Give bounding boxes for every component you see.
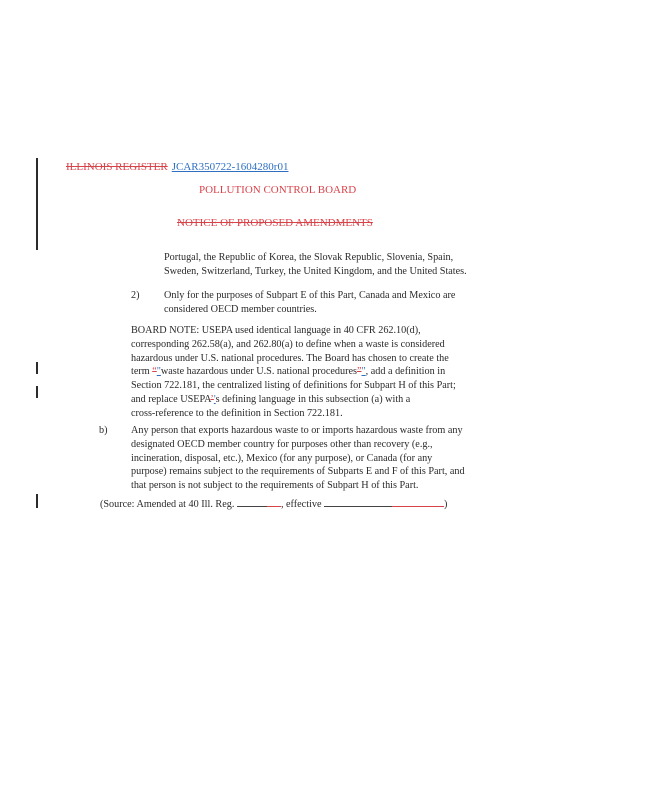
inserted-quote: " xyxy=(156,366,161,378)
text-line: Section 722.181, the centralized listing of definitions for Subpart H of this Part; xyxy=(131,380,456,392)
text-line: designated OECD member country for purposes other than recovery (e.g., xyxy=(131,438,433,450)
board-title: POLLUTION CONTROL BOARD xyxy=(199,184,357,196)
inserted-apostrophe: ' xyxy=(213,393,216,405)
text-line: Only for the purposes of Subpart E of this Part, Canada and Mexico are xyxy=(164,290,456,301)
text-line xyxy=(131,365,456,379)
source-line xyxy=(100,497,447,512)
change-bar xyxy=(36,386,38,398)
deleted-apostrophe: ’ xyxy=(210,393,214,405)
text-segment: s defining language in this subsection (a) with a xyxy=(215,393,411,405)
inserted-quote: " xyxy=(361,366,366,378)
text-segment: , add a definition in xyxy=(365,366,446,378)
text-line: cross-reference to the definition in Section 722.181. xyxy=(131,407,343,419)
text-segment: and replace USEPA xyxy=(131,393,211,405)
text-line: purpose) remains subject to the requirements of Subparts E and F of this Part, and xyxy=(131,466,465,478)
deleted-quote: ” xyxy=(356,366,362,378)
continuation-paragraph xyxy=(164,251,467,279)
text-line: BOARD NOTE: USEPA used identical language in 40 CFR 262.10(d), xyxy=(131,325,421,336)
item-2-paragraph xyxy=(164,289,455,317)
effective-date-blank xyxy=(324,497,392,507)
text-line: corresponding 262.58(a), and 262.80(a) to define when a waste is considered xyxy=(131,338,445,350)
text-line: Any person that exports hazardous waste to or imports hazardous waste from any xyxy=(131,425,463,436)
text-line: Sweden, Switzerland, Turkey, the United Kingdom, and the United States. xyxy=(164,265,467,277)
register-page-blank xyxy=(237,497,267,507)
register-page-blank-inserted xyxy=(267,497,281,507)
text-line xyxy=(131,393,456,407)
source-prefix: (Source: Amended at 40 Ill. Reg. xyxy=(100,499,237,510)
item-2-number: 2) xyxy=(131,290,140,301)
register-header xyxy=(66,160,288,174)
change-bar xyxy=(36,494,38,508)
effective-date-blank-inserted xyxy=(392,497,444,507)
change-bar xyxy=(36,362,38,374)
text-line: incineration, disposal, etc.), Mexico (for any purpose), or Canada (for any xyxy=(131,452,433,464)
register-deleted-text: ILLINOIS REGISTER xyxy=(66,161,168,173)
text-line: Portugal, the Republic of Korea, the Slovak Republic, Slovenia, Spain, xyxy=(164,252,454,263)
text-line: that person is not subject to the requirements of Subpart H of this Part. xyxy=(131,480,419,492)
item-b-paragraph xyxy=(131,424,465,493)
item-b-label: b) xyxy=(99,425,108,436)
text-segment: waste hazardous under U.S. national procedures xyxy=(160,366,357,378)
source-suffix: ) xyxy=(444,499,448,510)
source-middle: , effective xyxy=(280,499,325,510)
register-inserted-text: JCAR350722-1604280r01 xyxy=(171,161,289,173)
deleted-quote: “ xyxy=(152,366,157,378)
board-note xyxy=(131,324,456,421)
text-line: hazardous under U.S. national procedures. The Board has chosen to create the xyxy=(131,352,449,364)
text-segment: term xyxy=(131,366,153,378)
notice-title-deleted: NOTICE OF PROPOSED AMENDMENTS xyxy=(177,217,373,229)
text-line: considered OECD member countries. xyxy=(164,303,317,315)
change-bar xyxy=(36,158,38,250)
